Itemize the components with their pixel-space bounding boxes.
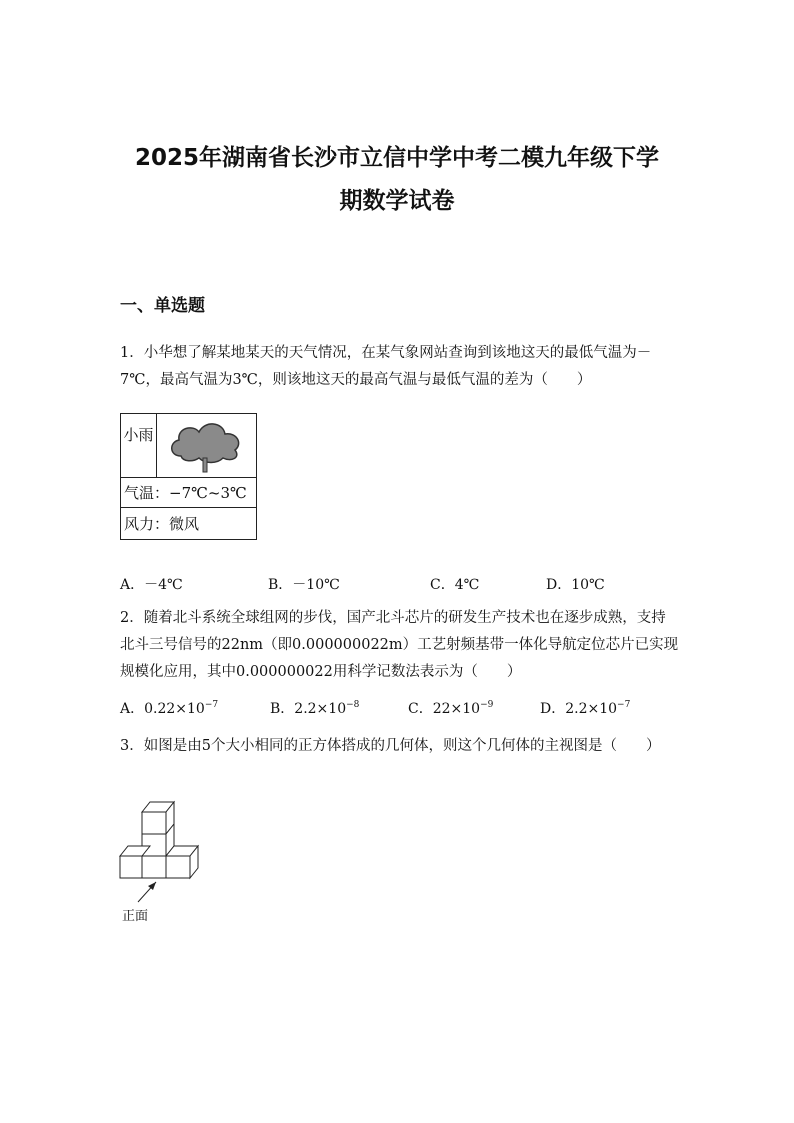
q1-option-d: D．10℃ [546, 577, 605, 593]
weather-row-condition [121, 414, 256, 478]
q2-option-b-exponent: −8 [346, 700, 360, 710]
front-label: 正面 [122, 909, 149, 924]
q2-option-c-exponent: −9 [480, 700, 494, 710]
rain-cloud-icon [161, 418, 253, 476]
weather-card [120, 413, 257, 540]
q1-option-b: B．－10℃ [268, 577, 340, 593]
q1-option-c: C．4℃ [430, 577, 480, 593]
question-1-text: 1．小华想了解某地某天的天气情况，在某气象网站查询到该地这天的最低气温为－7℃，最高气温为3℃，则该地这天的最高气温与最低气温的差为（ ） [120, 345, 652, 388]
q2-option-a [120, 698, 218, 718]
q2-option-d-letter: D． [540, 701, 566, 717]
q2-option-d [540, 698, 630, 718]
cube-stack-figure [118, 798, 208, 928]
q2-option-a-letter: A． [120, 701, 145, 717]
weather-condition-label: 小雨 [121, 414, 157, 477]
title-line-2: 期数学试卷 [339, 188, 455, 214]
q2-option-a-base: 0.22×10 [144, 701, 205, 717]
question-3-text: 3．如图是由5个大小相同的正方体搭成的几何体，则这个几何体的主视图是（ ） [120, 738, 661, 754]
q2-option-c-letter: C． [408, 701, 433, 717]
q1-option-a: A．－4℃ [120, 577, 183, 593]
weather-temperature: 气温：−7℃~3℃ [121, 478, 256, 508]
title-line-1: 2025年湖南省长沙市立信中学中考二模九年级下学 [134, 145, 659, 171]
q2-option-a-exponent: −7 [204, 700, 219, 710]
q2-option-b [270, 698, 359, 718]
q2-option-c [408, 698, 493, 718]
question-2-text: 2．随着北斗系统全球组网的步伐，国产北斗芯片的研发生产技术也在逐步成熟，支持北斗三号信号的22nm（即0.000000022m）工艺射频基带一体化导航定位芯片已实现规模化应用，其中0.000000022用科学记数法表示为（ ） [120, 610, 679, 680]
q2-option-b-letter: B． [270, 701, 295, 717]
q2-option-b-base: 2.2×10 [294, 701, 347, 717]
weather-wind: 风力：微风 [124, 515, 200, 533]
q2-option-d-base: 2.2×10 [565, 701, 618, 717]
q2-option-c-base: 22×10 [432, 701, 481, 717]
section-heading: 一、单选题 [120, 296, 205, 316]
q2-option-d-exponent: −7 [617, 700, 631, 710]
